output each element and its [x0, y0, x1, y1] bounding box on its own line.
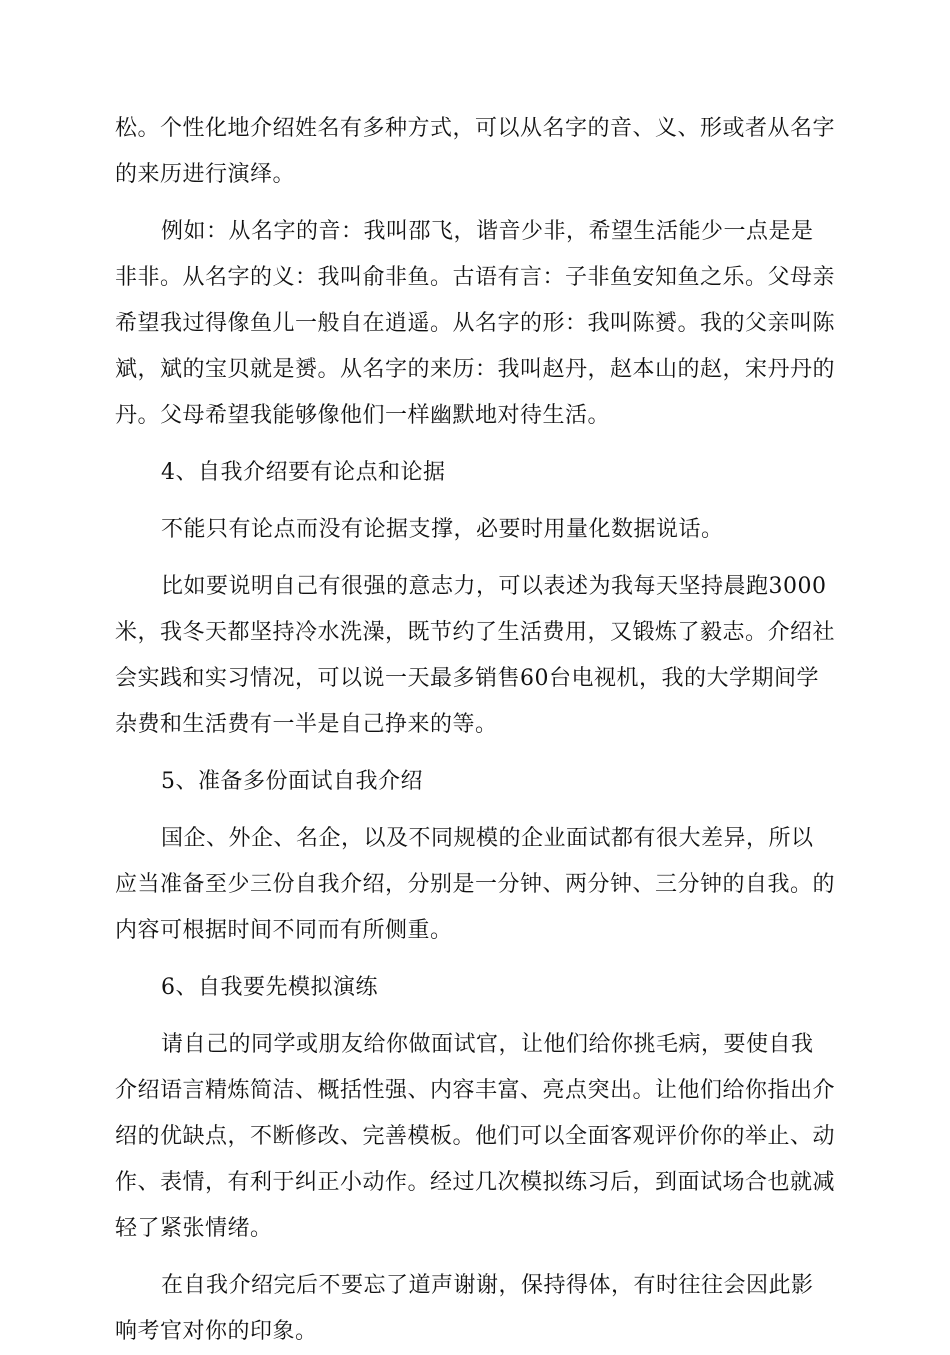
- document-body: [115, 106, 835, 1355]
- paragraph-closing: 在自我介绍完后不要忘了道声谢谢，保持得体，有时往往会因此影响考官对你的印象。: [115, 1273, 814, 1344]
- paragraph-multiple-versions: 国企、外企、名企，以及不同规模的企业面试都有很大差异，所以应当准备至少三份自我介绍，分别是一分钟、两分钟、三分钟的自我。的内容可根据时间不同而有所侧重。: [115, 826, 836, 943]
- paragraph-name-examples: 例如：从名字的音：我叫邵飞，谐音少非，希望生活能少一点是是非非。从名字的义：我叫俞非鱼。古语有言：子非鱼安知鱼之乐。父母亲希望我过得像鱼儿一般自在逍遥。从名字的形：我叫陈赟。我的父亲叫陈斌，斌的宝贝就是赟。从名字的来历：我叫赵丹，赵本山的赵，宋丹丹的丹。父母希望我能够像他们一样幽默地对待生活。: [115, 219, 836, 428]
- paragraph-arguments: 不能只有论点而没有论据支撑，必要时用量化数据说话。: [161, 517, 724, 542]
- paragraph-name-intro-continuation: 松。个性化地介绍姓名有多种方式，可以从名字的音、义、形或者从名字的来历进行演绎。: [115, 116, 836, 187]
- section-heading-5: 5、准备多份面试自我介绍: [161, 769, 423, 794]
- section-heading-4: 4、自我介绍要有论点和论据: [161, 460, 446, 485]
- paragraph-practice: 请自己的同学或朋友给你做面试官，让他们给你挑毛病，要使自我介绍语言精炼简洁、概括性强、内容丰富、亮点突出。让他们给你指出介绍的优缺点，不断修改、完善模板。他们可以全面客观评价你的举止、动作、表情，有利于纠正小动作。经过几次模拟练习后，到面试场合也就减轻了紧张情绪。: [115, 1032, 836, 1241]
- section-heading-6: 6、自我要先模拟演练: [161, 975, 378, 1000]
- paragraph-arguments-example: 比如要说明自己有很强的意志力，可以表述为我每天坚持晨跑3000米，我冬天都坚持冷水洗澡，既节约了生活费用，又锻炼了毅志。介绍社会实践和实习情况，可以说一天最多销售60台电视机，我的大学期间学杂费和生活费有一半是自己挣来的等。: [115, 574, 836, 737]
